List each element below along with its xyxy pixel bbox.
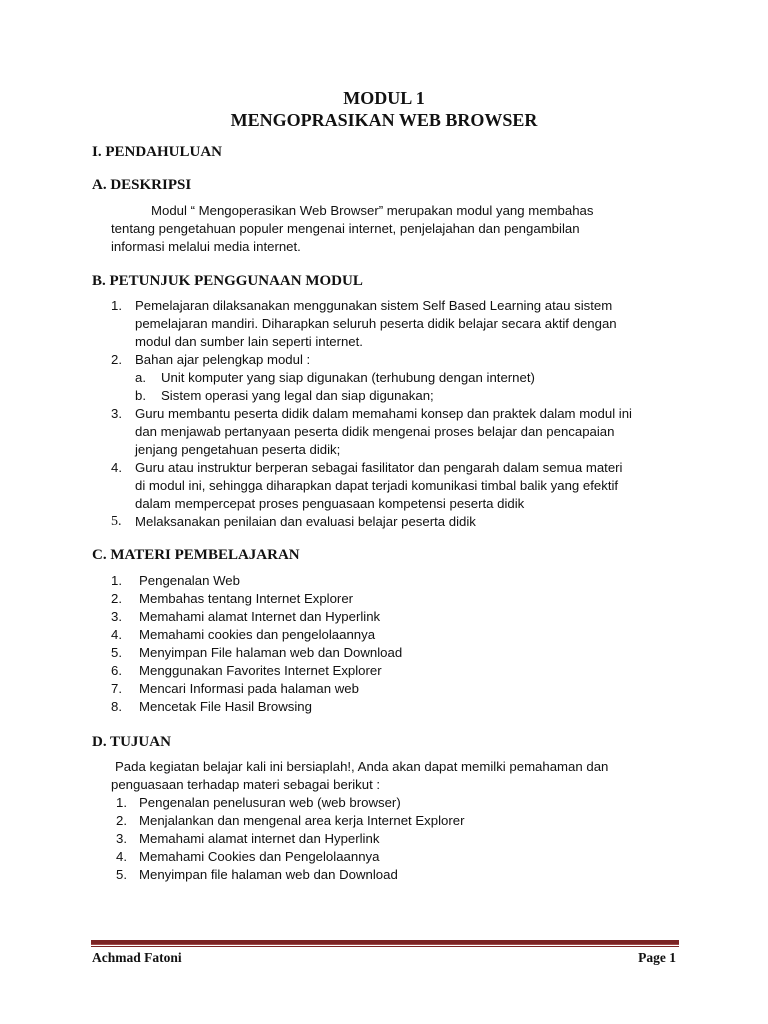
list-item: [111, 698, 671, 716]
list-text: Menggunakan Favorites Internet Explorer: [139, 663, 382, 678]
list-item: [111, 680, 671, 698]
tujuan-list: [116, 794, 676, 884]
list-text: Pengenalan penelusuran web (web browser): [139, 795, 401, 810]
list-text: modul dan sumber lain seperti internet.: [135, 334, 363, 349]
footer-rule-thin: [91, 946, 679, 947]
list-text: Guru membantu peserta didik dalam memahami konsep dan praktek dalam modul ini: [135, 406, 632, 421]
list-number: 3.: [111, 406, 122, 421]
list-text: Menjalankan dan mengenal area kerja Internet Explorer: [139, 813, 465, 828]
tujuan-intro-line: penguasaan terhadap materi sebagai berikut :: [111, 777, 381, 792]
list-item: [111, 644, 671, 662]
list-text: Bahan ajar pelengkap modul :: [135, 352, 311, 367]
list-item: [111, 662, 671, 680]
list-text: Membahas tentang Internet Explorer: [139, 591, 354, 606]
sublist-letter: a.: [135, 370, 146, 385]
list-text: Guru atau instruktur berperan sebagai fasilitator dan pengarah dalam semua materi: [135, 460, 623, 475]
list-item: [116, 830, 676, 848]
module-title: MODUL 1: [343, 88, 425, 108]
list-text: pemelajaran mandiri. Diharapkan seluruh peserta didik belajar secara aktif dengan: [135, 316, 617, 331]
list-text: Melaksanakan penilaian dan evaluasi belajar peserta didik: [135, 514, 476, 529]
footer-author: Achmad Fatoni: [92, 950, 182, 965]
list-number: 4.: [116, 849, 127, 864]
list-number: 6.: [111, 663, 122, 678]
materi-list: [111, 572, 671, 716]
list-text: Memahami alamat Internet dan Hyperlink: [139, 609, 381, 624]
list-item: [111, 590, 671, 608]
list-text: dan menjawab pertanyaan peserta didik mengenai proses belajar dan pencapaian: [135, 424, 615, 439]
sublist-text: Unit komputer yang siap digunakan (terhubung dengan internet): [161, 370, 535, 385]
list-item: [111, 626, 671, 644]
list-item: [111, 405, 691, 459]
list-number: 4.: [111, 460, 122, 475]
deskripsi-line: informasi melalui media internet.: [111, 239, 301, 254]
list-number: 1.: [111, 573, 122, 588]
list-text: Memahami alamat internet dan Hyperlink: [139, 831, 380, 846]
list-item: [111, 459, 691, 513]
sublist-item: [135, 369, 691, 387]
list-number: 4.: [111, 627, 122, 642]
heading-pendahuluan: I. PENDAHULUAN: [92, 144, 223, 160]
list-item: [116, 848, 676, 866]
list-number: 2.: [111, 591, 122, 606]
petunjuk-list: [111, 297, 691, 531]
list-number: 1.: [116, 795, 127, 810]
list-text: Mencetak File Hasil Browsing: [139, 699, 312, 714]
list-number: 5.: [111, 645, 122, 660]
list-text: dalam mempercepat proses penguasaan kompetensi peserta didik: [135, 496, 525, 511]
list-text: Memahami cookies dan pengelolaannya: [139, 627, 376, 642]
list-text: Menyimpan File halaman web dan Download: [139, 645, 403, 660]
sublist-item: [135, 387, 691, 405]
heading-deskripsi: A. DESKRIPSI: [92, 177, 192, 193]
petunjuk-sublist: [135, 369, 691, 405]
list-number: 3.: [116, 831, 127, 846]
list-item: [116, 812, 676, 830]
sublist-letter: b.: [135, 388, 146, 403]
deskripsi-paragraph: [111, 202, 671, 256]
list-number: 2.: [111, 352, 122, 367]
list-text: jenjang pengetahuan peserta didik;: [135, 442, 341, 457]
deskripsi-line: tentang pengetahuan populer mengenai internet, penjelajahan dan pengambilan: [111, 221, 580, 236]
sublist-text: Sistem operasi yang legal dan siap digunakan;: [161, 388, 434, 403]
list-number: 5.: [111, 514, 122, 529]
deskripsi-line: Modul “ Mengoperasikan Web Browser” merupakan modul yang membahas: [151, 203, 594, 218]
tujuan-intro: [111, 758, 691, 794]
tujuan-intro-line: Pada kegiatan belajar kali ini bersiaplah!, Anda akan dapat memilki pemahaman dan: [115, 759, 609, 774]
heading-materi: C. MATERI PEMBELAJARAN: [92, 547, 300, 563]
list-item: [116, 866, 676, 884]
list-text: Memahami Cookies dan Pengelolaannya: [139, 849, 380, 864]
heading-petunjuk: B. PETUNJUK PENGGUNAAN MODUL: [92, 273, 363, 289]
list-number: 2.: [116, 813, 127, 828]
list-item: [111, 351, 691, 405]
list-text: di modul ini, sehingga diharapkan dapat terjadi komunikasi timbal balik yang efektif: [135, 478, 619, 493]
list-text: Menyimpan file halaman web dan Download: [139, 867, 398, 882]
footer-rule: [91, 940, 679, 945]
list-text: Pengenalan Web: [139, 573, 240, 588]
list-number: 8.: [111, 699, 122, 714]
module-subtitle: MENGOPRASIKAN WEB BROWSER: [230, 110, 538, 130]
list-text: Mencari Informasi pada halaman web: [139, 681, 359, 696]
list-item: [116, 794, 676, 812]
heading-tujuan: D. TUJUAN: [92, 734, 171, 750]
list-item: [111, 297, 691, 351]
list-number: 1.: [111, 298, 122, 313]
list-item: [111, 608, 671, 626]
list-text: Pemelajaran dilaksanakan menggunakan sistem Self Based Learning atau sistem: [135, 298, 613, 313]
list-item: [111, 572, 671, 590]
list-number: 3.: [111, 609, 122, 624]
list-number: 5.: [116, 867, 127, 882]
footer-page-number: Page 1: [638, 950, 676, 965]
list-number: 7.: [111, 681, 122, 696]
list-item: [111, 513, 691, 531]
